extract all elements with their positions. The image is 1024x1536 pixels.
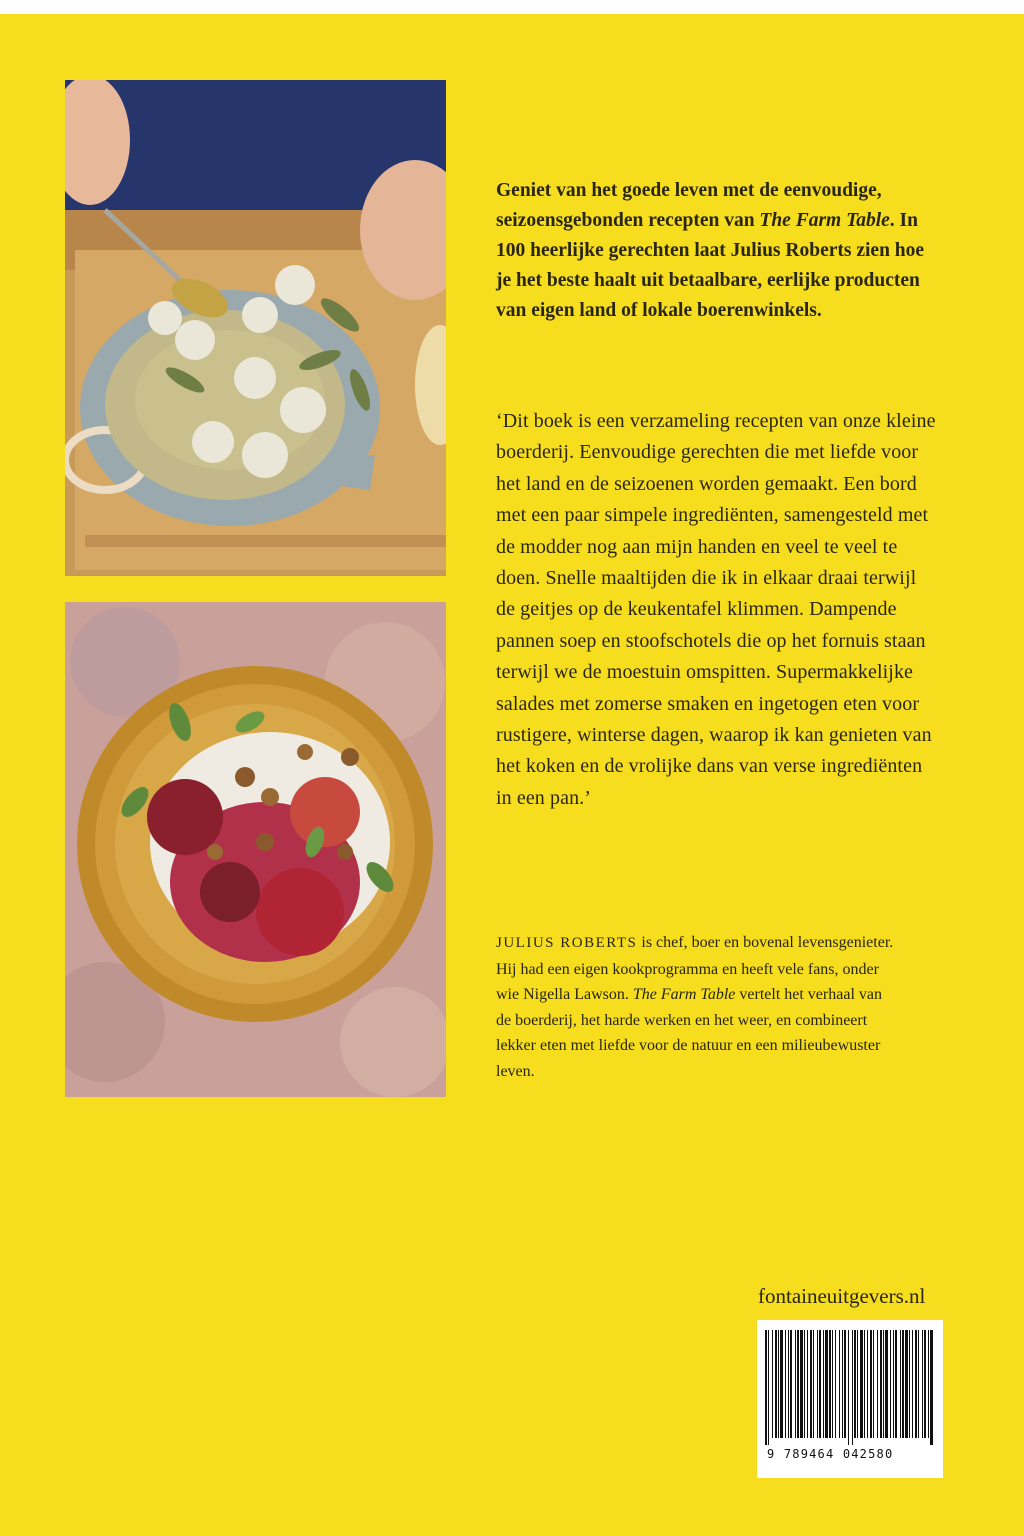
barcode-bar xyxy=(819,1330,821,1438)
barcode-bar xyxy=(860,1330,863,1438)
isbn-barcode xyxy=(757,1320,943,1478)
back-cover xyxy=(0,14,1024,1536)
barcode-bars-icon xyxy=(765,1330,935,1445)
barcode-bar xyxy=(854,1330,856,1438)
barcode-digits: 9 789464 042580 xyxy=(767,1447,894,1461)
barcode-bar xyxy=(928,1330,929,1438)
barcode-bar xyxy=(873,1330,874,1438)
barcode-bar xyxy=(895,1330,897,1438)
barcode-bar xyxy=(804,1330,805,1438)
barcode-bar xyxy=(800,1330,803,1438)
barcode-bar xyxy=(823,1330,824,1438)
bio-part2: vertelt het verhaal van de boerderij, het harde werken en het weer, en combineert lekker eten met liefde voor de natuur en een milieubewuster leven. xyxy=(496,986,882,1080)
intro-text xyxy=(496,176,940,326)
barcode-bar xyxy=(909,1330,910,1438)
barcode-bar xyxy=(905,1330,908,1438)
barcode-bar xyxy=(864,1330,865,1438)
barcode-bar xyxy=(810,1330,812,1438)
barcode-bar xyxy=(918,1330,919,1438)
barcode-bar xyxy=(768,1330,769,1445)
barcode-bar xyxy=(842,1330,843,1438)
barcode-bar xyxy=(790,1330,792,1438)
bio-book-title: The Farm Table xyxy=(632,986,736,1004)
barcode-bar xyxy=(780,1330,783,1438)
barcode-bar xyxy=(890,1330,891,1438)
barcode-bar xyxy=(915,1330,917,1438)
barcode-bar xyxy=(807,1330,808,1438)
barcode-bar xyxy=(852,1330,853,1445)
barcode-bar xyxy=(825,1330,828,1438)
barcode-bar xyxy=(924,1330,926,1438)
barcode-bar xyxy=(844,1330,846,1438)
barcode-bar xyxy=(795,1330,796,1438)
barcode-bar xyxy=(912,1330,913,1438)
barcode-bar xyxy=(893,1330,894,1438)
barcode-bar xyxy=(922,1330,923,1438)
intro-part1: Geniet van het goede leven met de eenvoudige, seizoensgebonden recepten van xyxy=(496,180,882,231)
barcode-bar xyxy=(797,1330,799,1438)
barcode-bar xyxy=(788,1330,789,1438)
bio-part1: is chef, boer en bovenal levensgenieter. Hij had een eigen kookprogramma en heeft vele fans, onder wie Nigella Lawson. xyxy=(496,934,894,1004)
photo-plum-yogurt-bowl-icon xyxy=(65,602,446,1097)
barcode-bar xyxy=(832,1330,833,1438)
barcode-bar xyxy=(857,1330,858,1438)
barcode-bar xyxy=(883,1330,884,1438)
barcode-bar xyxy=(930,1330,933,1445)
barcode-bar xyxy=(902,1330,904,1438)
intro-book-title: The Farm Table xyxy=(759,210,890,231)
barcode-bar xyxy=(885,1330,888,1438)
barcode-bar xyxy=(765,1330,767,1445)
barcode-bar xyxy=(900,1330,901,1438)
barcode-bar xyxy=(829,1330,831,1438)
author-quote: ‘Dit boek is een verzameling recepten van onze kleine boerderij. Eenvoudige gerechten die met liefde voor het land en de seizoenen worden gemaakt. Een bord met een paar simpele ingrediënten, samengesteld met de modder nog aan mijn handen en veel te veel te doen. Snelle maaltijden die ik in elkaar draai terwijl de geitjes op de keukentafel klimmen. Dampende pannen soep en stoofschotels die op het fornuis staan terwijl we de moestuin omspitten. Supermakkelijke salades met zomerse smaken en ingetogen eten voor rustigere, winterse dagen, waarop ik kan genieten van het koken en de vrolijke dans van verse ingrediënten in een pan.’ xyxy=(496,410,936,809)
barcode-bar xyxy=(813,1330,814,1438)
barcode-bar xyxy=(870,1330,872,1438)
barcode-bar xyxy=(839,1330,840,1438)
publisher-website: fontaineuitgevers.nl xyxy=(758,1284,926,1308)
barcode-bar xyxy=(775,1330,777,1438)
barcode-bar xyxy=(835,1330,836,1438)
photo-dumplings-pan-icon xyxy=(65,80,446,576)
barcode-bar xyxy=(785,1330,786,1438)
barcode-bar xyxy=(817,1330,818,1438)
barcode-bar xyxy=(867,1330,868,1438)
intro-part2: . In 100 heerlijke gerechten laat Julius Roberts zien hoe je het beste haalt uit betaalbare, eerlijke producten van eigen land of lokale boerenwinkels. xyxy=(496,210,925,321)
barcode-bar xyxy=(877,1330,878,1438)
barcode-bar xyxy=(848,1330,849,1445)
barcode-bar xyxy=(772,1330,773,1438)
barcode-bar xyxy=(778,1330,779,1438)
barcode-bar xyxy=(880,1330,882,1438)
author-name: JULIUS ROBERTS xyxy=(496,935,638,951)
author-bio xyxy=(496,930,896,1085)
